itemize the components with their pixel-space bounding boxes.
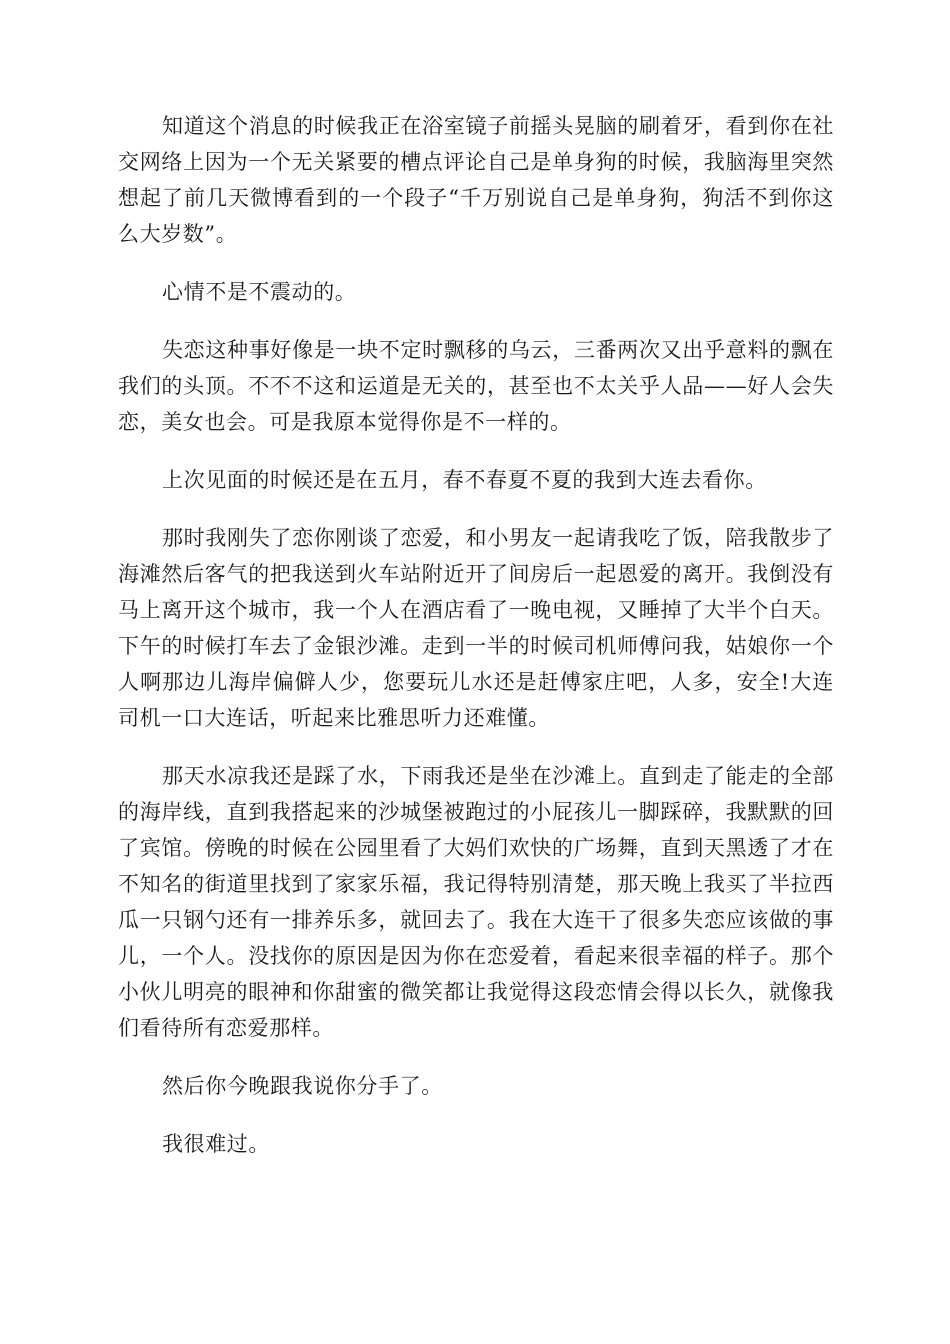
document-body xyxy=(118,108,834,1184)
paragraph-3: 失恋这种事好像是一块不定时飘移的乌云，三番两次又出乎意料的飘在我们的头顶。不不不这和运道是无关的，甚至也不太关乎人品——好人会失恋，美女也会。可是我原本觉得你是不一样的。 xyxy=(118,338,834,434)
paragraph-6: 那天水凉我还是踩了水，下雨我还是坐在沙滩上。直到走了能走的全部的海岸线，直到我搭起来的沙城堡被跑过的小屁孩儿一脚踩碎，我默默的回了宾馆。傍晚的时候在公园里看了大妈们欢快的广场舞，直到天黑透了才在不知名的街道里找到了家家乐福，我记得特别清楚，那天晚上我买了半拉西瓜一只钢勺还有一排养乐多，就回去了。我在大连干了很多失恋应该做的事儿，一个人。没找你的原因是因为你在恋爱着，看起来很幸福的样子。那个小伙儿明亮的眼神和你甜蜜的微笑都让我觉得这段恋情会得以长久，就像我们看待所有恋爱那样。 xyxy=(118,764,834,1040)
paragraph-4: 上次见面的时候还是在五月，春不春夏不夏的我到大连去看你。 xyxy=(162,468,767,492)
paragraph-5: 那时我刚失了恋你刚谈了恋爱，和小男友一起请我吃了饭，陪我散步了海滩然后客气的把我送到火车站附近开了间房后一起恩爱的离开。我倒没有马上离开这个城市，我一个人在酒店看了一晚电视，又睡掉了大半个白天。下午的时候打车去了金银沙滩。走到一半的时候司机师傅问我，姑娘你一个人啊那边儿海岸偏僻人少，您要玩儿水还是赶傅家庄吧，人多，安全!大连司机一口大连话，听起来比雅思听力还难懂。 xyxy=(118,526,834,730)
paragraph-8: 我很难过。 xyxy=(162,1132,270,1156)
paragraph-2: 心情不是不震动的。 xyxy=(162,280,357,304)
paragraph-1: 知道这个消息的时候我正在浴室镜子前摇头晃脑的刷着牙，看到你在社交网络上因为一个无关紧要的槽点评论自己是单身狗的时候，我脑海里突然想起了前几天微博看到的一个段子“千万别说自己是单身狗，狗活不到你这么大岁数”。 xyxy=(118,114,834,246)
paragraph-7: 然后你今晚跟我说你分手了。 xyxy=(162,1074,443,1098)
